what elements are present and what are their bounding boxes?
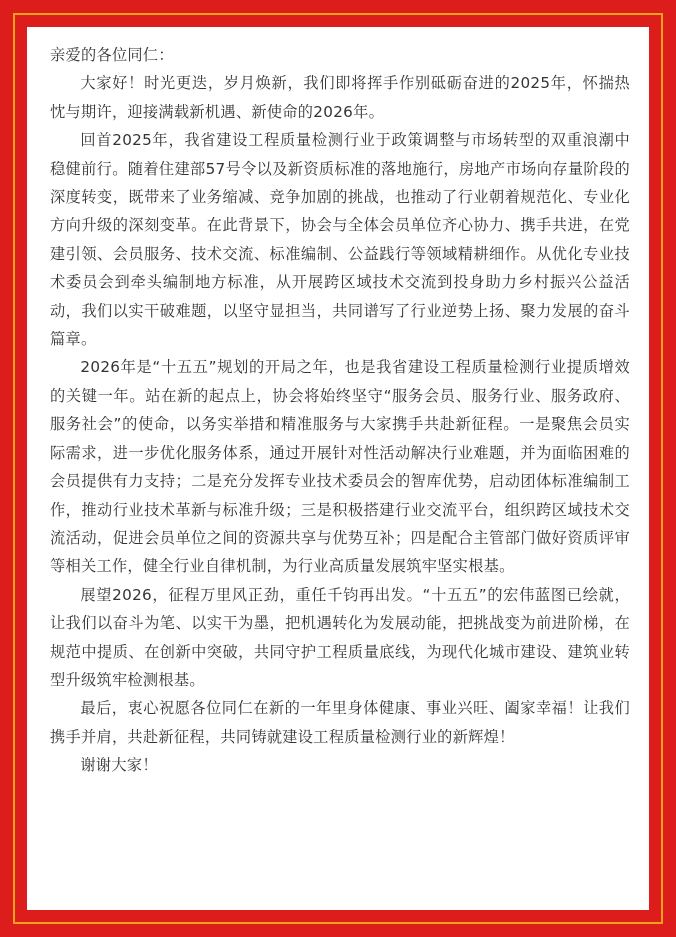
letter-paper: [27, 27, 649, 910]
letter-closing: 谢谢大家！: [80, 756, 158, 775]
paragraph-opening: 大家好！时光更迭，岁月焕新，我们即将挥手作别砥砺奋进的2025年，怀揣热忱与期许，迎接满载新机遇、新使命的2026年。: [50, 74, 630, 121]
letter-body: [50, 41, 630, 780]
paragraph-plan-2026: 2026年是“十五五”规划的开局之年，也是我省建设工程质量检测行业提质增效的关键一年。站在新的起点上，协会将始终坚守“服务会员、服务行业、服务政府、服务社会”的使命，以务实举措和精准服务与大家携手共赴新征程。一是聚焦会员实际需求，进一步优化服务体系，通过开展针对性活动解决行业难题，并为面临困难的会员提供有力支持；二是充分发挥专业技术委员会的智库优势，启动团体标准编制工作，推动行业技术革新与标准升级；三是积极搭建行业交流平台，组织跨区域技术交流活动，促进会员单位之间的资源共享与优势互补；四是配合主管部门做好资质评审等相关工作，健全行业自律机制，为行业高质量发展筑牢坚实根基。: [50, 358, 630, 576]
paragraph-wishes: 最后，衷心祝愿各位同仁在新的一年里身体健康、事业兴旺、阖家幸福！让我们携手并肩，共赴新征程，共同铸就建设工程质量检测行业的新辉煌！: [50, 699, 630, 746]
paragraph-outlook: 展望2026，征程万里风正劲，重任千钧再出发。“十五五”的宏伟蓝图已绘就，让我们以奋斗为笔、以实干为墨，把机遇转化为发展动能，把挑战变为前进阶梯，在规范中提质、在创新中突破，共同守护工程质量底线，为现代化城市建设、建筑业转型升级筑牢检测根基。: [50, 585, 630, 689]
letter-greeting: 亲爱的各位同仁：: [50, 46, 174, 64]
paragraph-review-2025: 回首2025年，我省建设工程质量检测行业于政策调整与市场转型的双重浪潮中稳健前行。随着住建部57号令以及新资质标准的落地施行，房地产市场向存量阶段的深度转变，既带来了业务缩减、竞争加剧的挑战，也推动了行业朝着规范化、专业化方向升级的深刻变革。在此背景下，协会与全体会员单位齐心协力、携手共进，在党建引领、会员服务、技术交流、标准编制、公益践行等领域精耕细作。从优化专业技术委员会到牵头编制地方标准，从开展跨区域技术交流到投身助力乡村振兴公益活动，我们以实干破难题，以坚守显担当，共同谱写了行业逆势上扬、聚力发展的奋斗篇章。: [50, 131, 630, 349]
